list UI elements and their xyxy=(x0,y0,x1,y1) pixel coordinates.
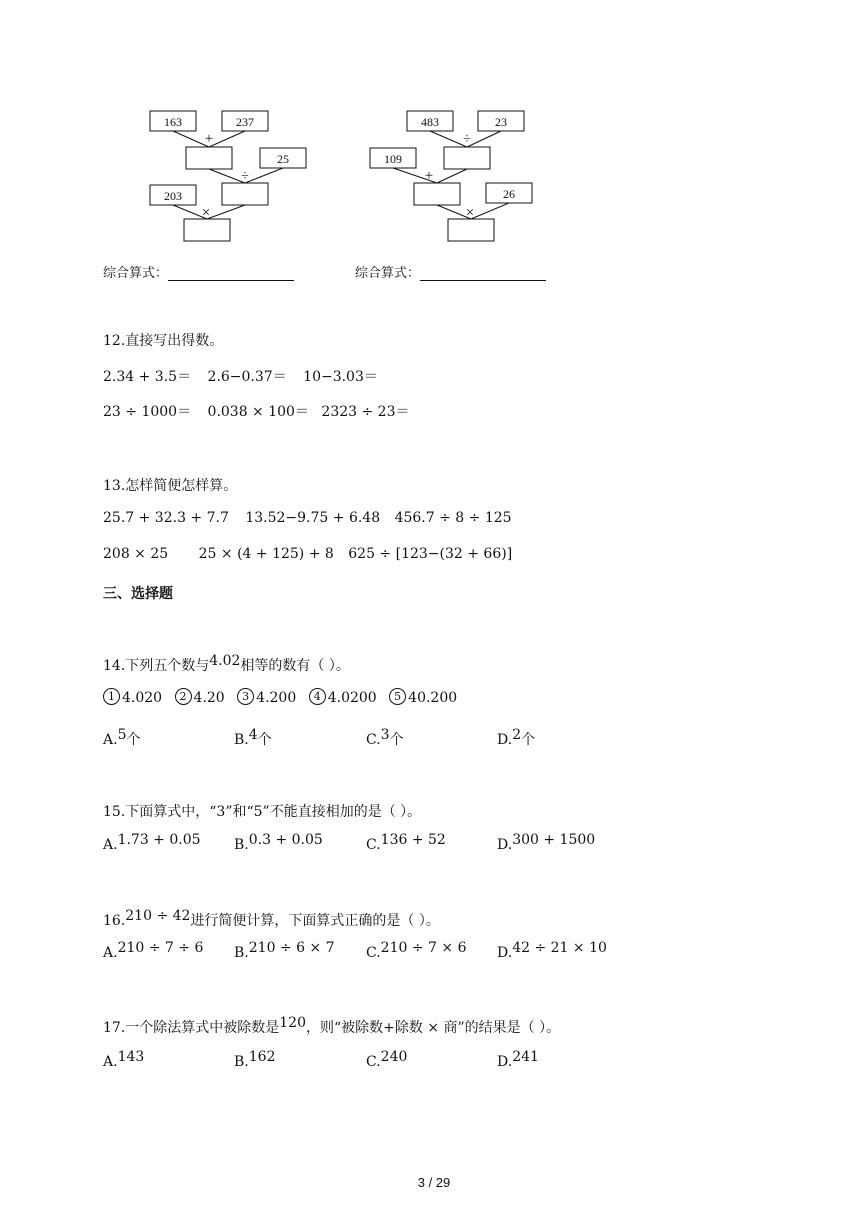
option-letter: D. xyxy=(497,1054,513,1070)
q15-option-c[interactable] xyxy=(366,832,446,853)
q14-option-c[interactable] xyxy=(366,729,404,749)
option-value: 0.3 + 0.05 xyxy=(248,832,323,848)
option-value: 210 ÷ 7 ÷ 6 xyxy=(117,940,204,956)
right-op1: ÷ xyxy=(463,132,471,147)
option-letter: C. xyxy=(366,732,381,748)
q17-title-num: 120 xyxy=(279,1015,306,1031)
section-title: 三、选择题 xyxy=(103,586,173,602)
circled-number: 3 xyxy=(237,688,254,705)
option-letter: D. xyxy=(497,732,513,748)
q17-option-a[interactable] xyxy=(103,1049,145,1070)
circled-number: 2 xyxy=(175,688,192,705)
option-value: 1.73 + 0.05 xyxy=(117,832,201,848)
option-value: 4 xyxy=(248,727,258,743)
left-mid-b: 25 xyxy=(277,152,289,166)
right-top-b: 23 xyxy=(495,115,507,129)
q13-expr: 625 ÷ [123−(32 + 66)] xyxy=(348,546,513,562)
option-letter: D. xyxy=(497,837,513,853)
q16-option-d[interactable] xyxy=(497,940,607,961)
q14-option-a[interactable] xyxy=(103,729,140,749)
q12-expr: 2.6−0.37＝ xyxy=(207,369,287,385)
q14-item xyxy=(103,690,162,706)
q13-row1 xyxy=(103,510,512,526)
q14-option-d[interactable] xyxy=(497,729,535,749)
q12-expr: 0.038 × 100＝ xyxy=(207,404,309,420)
option-value: 300 + 1500 xyxy=(512,832,596,848)
q14-item xyxy=(309,690,377,706)
q14-item-value: 4.0200 xyxy=(327,689,377,706)
left-top-b: 237 xyxy=(236,115,254,129)
option-letter: D. xyxy=(497,945,513,961)
q15-title: 15.下面算式中，“3”和“5”不能直接相加的是（ ）。 xyxy=(103,804,422,820)
q17-option-b[interactable] xyxy=(234,1049,276,1070)
q14-item xyxy=(237,690,296,706)
q12-expr: 2323 ÷ 23＝ xyxy=(321,404,410,420)
option-value: 210 ÷ 6 × 7 xyxy=(248,940,335,956)
q17-option-c[interactable] xyxy=(366,1049,408,1070)
q14-title xyxy=(103,655,350,675)
option-value: 143 xyxy=(117,1049,145,1065)
page-number: 3 / 29 xyxy=(417,1175,451,1190)
option-unit: 个 xyxy=(521,732,536,748)
option-value: 162 xyxy=(248,1049,276,1065)
option-letter: B. xyxy=(234,837,249,853)
left-op2: ÷ xyxy=(241,169,249,184)
q17-title xyxy=(103,1017,560,1037)
q13-expr: 456.7 ÷ 8 ÷ 125 xyxy=(394,510,512,526)
q16-title-post: 进行简便计算，下面算式正确的是（ ）。 xyxy=(190,913,440,929)
option-letter: B. xyxy=(234,945,249,961)
option-letter: C. xyxy=(366,945,381,961)
circled-number: 5 xyxy=(389,688,406,705)
q14-items xyxy=(103,689,465,706)
q13-expr: 25 × (4 + 125) + 8 xyxy=(198,546,334,562)
q13-row2 xyxy=(103,546,512,562)
q12-title: 12.直接写出得数。 xyxy=(103,333,224,349)
option-unit: 个 xyxy=(257,732,272,748)
q13-expr: 13.52−9.75 + 6.48 xyxy=(245,510,381,526)
q13-expr: 208 × 25 xyxy=(103,546,169,562)
q12-expr: 23 ÷ 1000＝ xyxy=(103,404,192,420)
option-letter: A. xyxy=(103,945,118,961)
q16-title-pre: 16. xyxy=(103,913,126,929)
q12-expr: 2.34 + 3.5＝ xyxy=(103,369,192,385)
q12-row2 xyxy=(103,401,410,421)
q15-option-b[interactable] xyxy=(234,832,323,853)
right-top-a: 483 xyxy=(421,115,439,129)
q17-option-d[interactable] xyxy=(497,1049,539,1070)
right-op2: + xyxy=(424,168,434,184)
q14-item-value: 4.20 xyxy=(193,689,225,706)
formula-left-label: 综合算式： xyxy=(103,266,169,281)
q14-title-post: 相等的数有（ ）。 xyxy=(240,658,350,674)
q13-title: 13.怎样简便怎样算。 xyxy=(103,478,238,494)
q14-item-value: 4.200 xyxy=(256,689,297,706)
formula-right-blank[interactable] xyxy=(420,266,546,281)
option-letter: A. xyxy=(103,732,118,748)
q13-expr: 25.7 + 32.3 + 7.7 xyxy=(103,510,229,526)
option-value: 210 ÷ 7 × 6 xyxy=(380,940,467,956)
option-letter: B. xyxy=(234,732,249,748)
circled-number: 1 xyxy=(103,688,120,705)
q14-item-value: 4.020 xyxy=(122,689,163,706)
option-value: 241 xyxy=(512,1049,539,1065)
q14-option-b[interactable] xyxy=(234,729,272,749)
q14-item xyxy=(389,690,457,706)
left-low-a: 203 xyxy=(164,189,182,203)
left-top-a: 163 xyxy=(164,115,182,129)
calc-diagram-left xyxy=(140,105,320,250)
q17-title-pre: 17.一个除法算式中被除数是 xyxy=(103,1020,280,1036)
q12-expr: 10−3.03＝ xyxy=(303,369,378,385)
formula-left-blank[interactable] xyxy=(168,266,294,281)
option-value: 5 xyxy=(117,727,127,743)
left-op3: × xyxy=(201,205,211,221)
q14-title-num: 4.02 xyxy=(209,653,241,669)
right-low-b: 26 xyxy=(503,187,515,201)
option-letter: A. xyxy=(103,837,118,853)
q16-option-a[interactable] xyxy=(103,940,204,961)
q12-row1 xyxy=(103,366,378,386)
option-unit: 个 xyxy=(126,732,141,748)
q16-title xyxy=(103,910,440,930)
option-letter: A. xyxy=(103,1054,118,1070)
q14-item-value: 40.200 xyxy=(408,689,458,706)
option-unit: 个 xyxy=(389,732,404,748)
q16-option-b[interactable] xyxy=(234,940,335,961)
formula-left xyxy=(103,262,294,281)
q15-option-d[interactable] xyxy=(497,832,596,853)
right-mid-a: 109 xyxy=(384,152,402,166)
option-value: 42 ÷ 21 × 10 xyxy=(512,940,607,956)
q15-option-a[interactable] xyxy=(103,832,201,853)
q16-title-num: 210 ÷ 42 xyxy=(125,908,191,924)
q14-item xyxy=(175,690,225,706)
option-letter: C. xyxy=(366,1054,381,1070)
option-value: 2 xyxy=(512,727,522,743)
right-op3: × xyxy=(465,205,475,221)
formula-right-label: 综合算式： xyxy=(355,266,421,281)
calc-diagram-right xyxy=(360,105,540,250)
formula-right xyxy=(355,262,546,281)
option-letter: B. xyxy=(234,1054,249,1070)
option-value: 3 xyxy=(380,727,390,743)
circled-number: 4 xyxy=(309,688,326,705)
q16-option-c[interactable] xyxy=(366,940,467,961)
q14-title-pre: 14.下列五个数与 xyxy=(103,658,210,674)
option-value: 136 + 52 xyxy=(380,832,446,848)
option-value: 240 xyxy=(380,1049,408,1065)
option-letter: C. xyxy=(366,837,381,853)
q17-title-post: ，则“被除数+除数 × 商”的结果是（ ）。 xyxy=(306,1020,561,1036)
left-op1: + xyxy=(204,131,214,147)
